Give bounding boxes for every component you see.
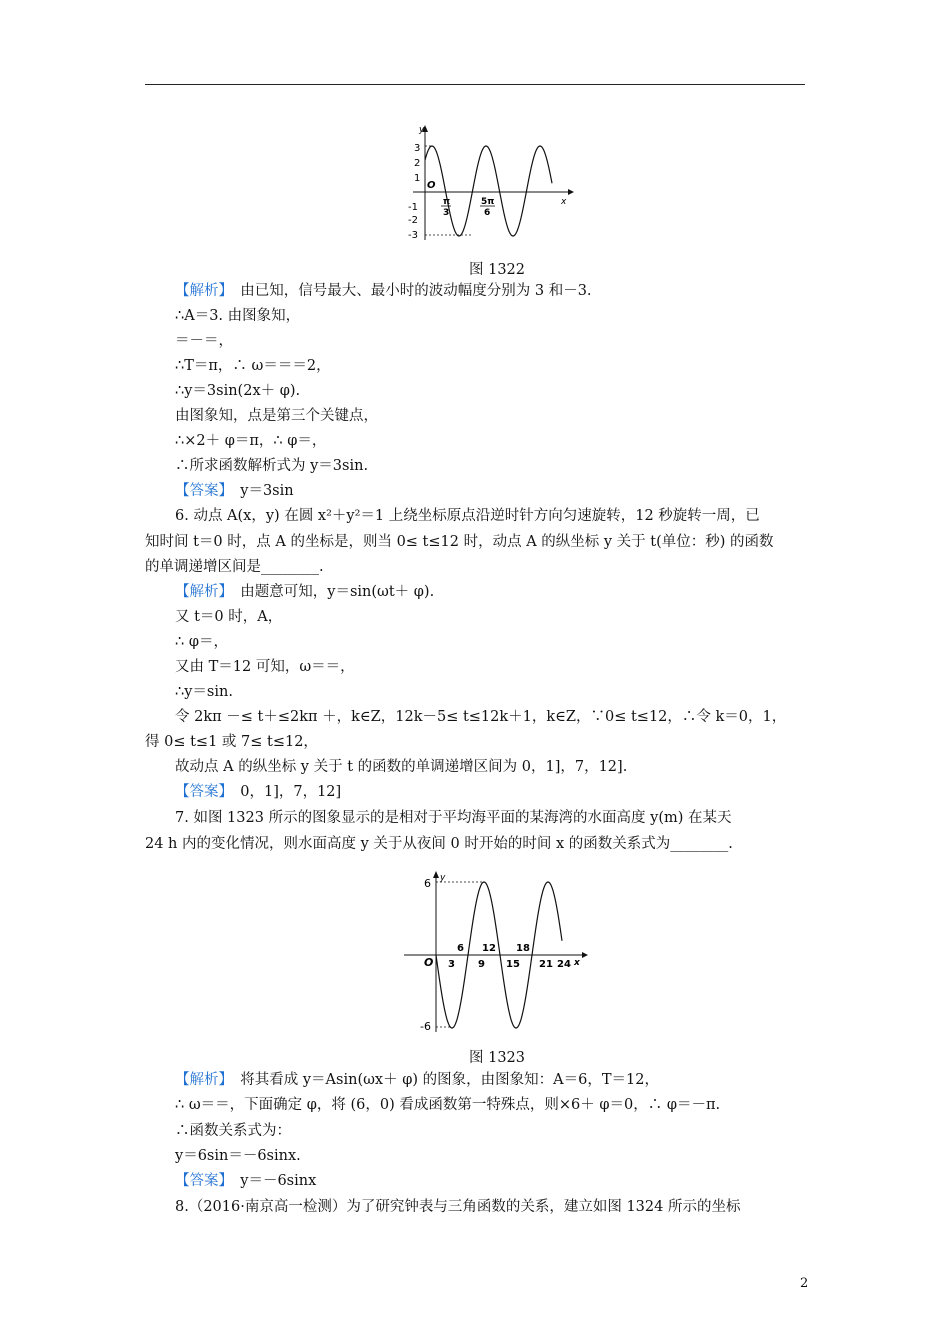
- y-tick: -1: [408, 202, 418, 213]
- line-text: 由图象知，点是第三个关键点，: [175, 408, 378, 424]
- svg-text:9: 9: [478, 959, 485, 970]
- text-line: [145, 732, 318, 752]
- line-text: ＝－＝，: [175, 333, 233, 349]
- text-line: [175, 1095, 720, 1115]
- section-tag: 【答案】: [175, 483, 226, 499]
- line-text: 24 h 内的变化情况，则水面高度 y 关于从夜间 0 时开始的时间 x 的函数关系式为________.: [145, 836, 733, 852]
- text-line: [145, 834, 733, 854]
- line-text: 7. 如图 1323 所示的图象显示的是相对于平均海平面的某海湾的水面高度 y(m) 在某天: [175, 810, 732, 826]
- figure-1323: [400, 870, 590, 1035]
- x-tick-5pi-over-6: [480, 197, 495, 218]
- line-text: y＝6sin＝－6sinx.: [175, 1148, 301, 1164]
- figure-2-caption: 图 1323: [469, 1050, 526, 1066]
- y-tick: -2: [408, 215, 418, 226]
- text-line: [175, 356, 331, 376]
- line-text: ∴ φ＝，: [175, 634, 228, 650]
- svg-text:21: 21: [539, 959, 553, 970]
- line-text: 6. 动点 A(x，y) 在圆 x²＋y²＝1 上绕坐标原点沿逆时针方向匀速旋转，12 秒旋转一周，已: [175, 508, 760, 524]
- svg-text:π: π: [443, 197, 451, 207]
- figure-1322: [405, 122, 575, 244]
- line-text: ∴T＝π，∴ ω＝＝＝2，: [175, 358, 331, 374]
- svg-text:24: 24: [557, 959, 571, 970]
- line-text: 故动点 A 的纵坐标 y 关于 t 的函数的单调递增区间为 0，1]，7，12].: [175, 759, 628, 775]
- line-text: ∴×2＋ φ＝π，∴ φ＝，: [175, 433, 327, 449]
- svg-text:6: 6: [457, 943, 464, 954]
- x-tick-pi-over-3: [441, 197, 451, 218]
- text-line: [175, 456, 368, 476]
- text-line: [175, 431, 326, 451]
- line-text: 由题意可知，y＝sin(ωt＋ φ).: [225, 584, 435, 600]
- y-tick: -3: [408, 230, 418, 241]
- section-tag: 【解析】: [175, 584, 226, 600]
- origin-label: O: [424, 956, 434, 969]
- text-line: [175, 808, 732, 828]
- labeled-line: [175, 782, 341, 802]
- y-tick: 2: [414, 158, 421, 169]
- sine-curve: [425, 146, 552, 236]
- line-text: 的单调递增区间是________.: [145, 559, 324, 575]
- text-line: [175, 306, 300, 326]
- text-line: [175, 757, 627, 777]
- y-tick: 1: [414, 173, 421, 184]
- labeled-line: [175, 1171, 316, 1191]
- page-number: 2: [800, 1276, 809, 1291]
- line-text: 令 2kπ －≤ t＋≤2kπ ＋，k∈Z，12k－5≤ t≤12k＋1，k∈Z，∵0≤ t≤12，∴令 k＝0，1，: [175, 709, 787, 725]
- svg-text:3: 3: [443, 208, 450, 218]
- line-text: y＝－6sinx: [225, 1173, 317, 1189]
- section-tag: 【解析】: [175, 1072, 226, 1088]
- y-tick: 3: [414, 143, 421, 154]
- line-text: ∴函数关系式为：: [175, 1123, 291, 1139]
- section-tag: 【答案】: [175, 784, 226, 800]
- svg-text:6: 6: [484, 208, 491, 218]
- header-rule: [145, 84, 805, 85]
- text-line: [145, 557, 324, 577]
- x-axis-label: x: [574, 958, 580, 968]
- text-line: [175, 682, 233, 702]
- labeled-line: [175, 481, 294, 501]
- text-line: [175, 506, 760, 526]
- svg-text:18: 18: [516, 943, 530, 954]
- line-text: 8.（2016·南京高一检测）为了研究钟表与三角函数的关系，建立如图 1324 所示的坐标: [175, 1199, 741, 1215]
- text-line: [175, 1121, 291, 1141]
- text-line: [145, 532, 774, 552]
- x-axis-label: x: [561, 197, 567, 207]
- line-text: 0，1]，7，12]: [225, 784, 342, 800]
- text-line: [175, 707, 786, 727]
- labeled-line: [175, 1070, 659, 1090]
- text-line: [175, 632, 228, 652]
- line-text: ∴A＝3. 由图象知，: [175, 308, 301, 324]
- labeled-line: [175, 582, 434, 602]
- svg-text:3: 3: [448, 959, 455, 970]
- text-line: [175, 1146, 301, 1166]
- section-tag: 【答案】: [175, 1173, 226, 1189]
- line-text: 知时间 t＝0 时，点 A 的坐标是，则当 0≤ t≤12 时，动点 A 的纵坐标 y 关于 t(单位：秒) 的函数: [145, 534, 774, 550]
- text-line: [175, 331, 233, 351]
- line-text: y＝3sin: [225, 483, 294, 499]
- figure-1-caption: 图 1322: [469, 262, 526, 278]
- line-text: ∴所求函数解析式为 y＝3sin.: [175, 458, 369, 474]
- svg-text:5π: 5π: [481, 197, 495, 207]
- y-axis-label: y: [440, 873, 446, 883]
- y-tick: 6: [424, 877, 431, 890]
- line-text: ∴y＝3sin(2x＋ φ).: [175, 383, 301, 399]
- line-text: 由已知，信号最大、最小时的波动幅度分别为 3 和－3.: [225, 283, 592, 299]
- svg-text:12: 12: [482, 943, 496, 954]
- line-text: 又 t＝0 时，A，: [175, 609, 283, 625]
- text-line: [175, 607, 282, 627]
- line-text: 将其看成 y＝Asin(ωx＋ φ) 的图象，由图象知：A＝6，T＝12，: [225, 1072, 659, 1088]
- y-tick: -6: [420, 1020, 431, 1033]
- line-text: 得 0≤ t≤1 或 7≤ t≤12，: [145, 734, 318, 750]
- section-tag: 【解析】: [175, 283, 226, 299]
- line-text: ∴y＝sin.: [175, 684, 233, 700]
- text-line: [175, 657, 355, 677]
- text-line: [175, 381, 300, 401]
- origin-label: O: [427, 180, 436, 191]
- text-line: [175, 1197, 740, 1217]
- line-text: ∴ ω＝＝，下面确定 φ，将 (6，0) 看成函数第一特殊点，则×6＋ φ＝0，∴ φ＝－π.: [175, 1097, 721, 1113]
- y-axis-label: y: [419, 125, 425, 135]
- text-line: [175, 406, 378, 426]
- line-text: 又由 T＝12 可知，ω＝＝，: [175, 659, 355, 675]
- svg-text:15: 15: [506, 959, 520, 970]
- labeled-line: [175, 281, 592, 301]
